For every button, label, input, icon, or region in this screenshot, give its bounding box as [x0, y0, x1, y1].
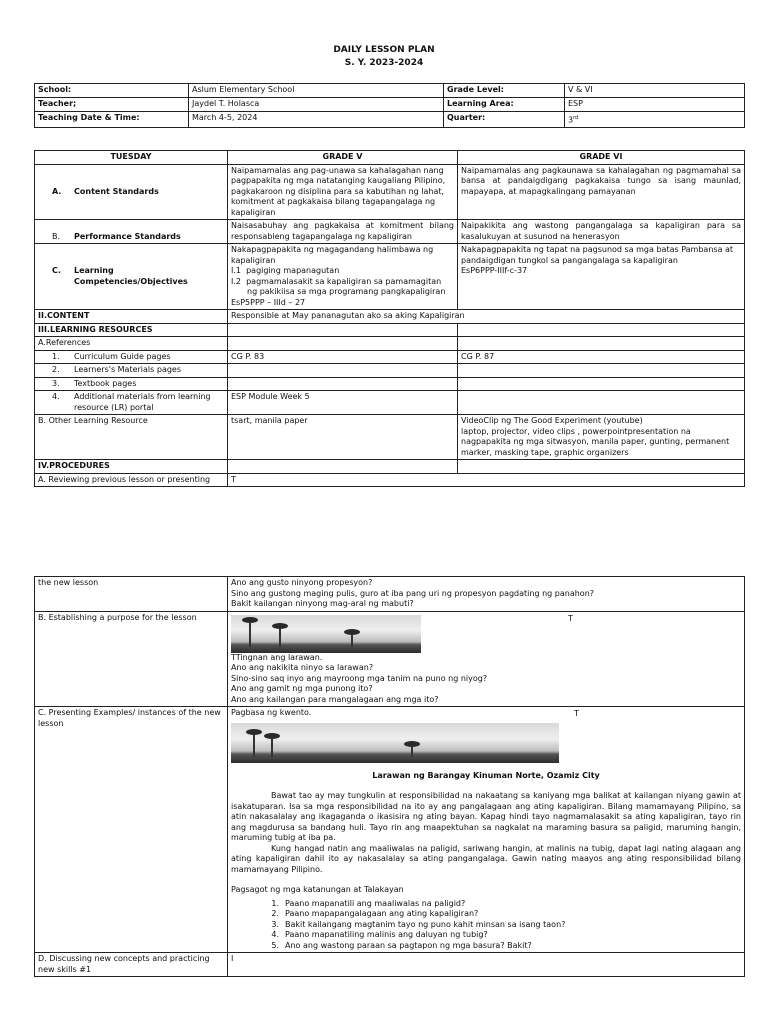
teaching-date-label: Teaching Date & Time:	[35, 112, 189, 128]
column-header-day: TUESDAY	[35, 151, 228, 165]
grade-level-label: Grade Level:	[444, 84, 565, 98]
procedure-b-content: T TTingnan ang larawan. Ano ang nakikita ninyo sa larawan? Sino-sino saq inyo ang mayroong mga tanim na puno ng niyog? Ano ang gamit ng mga punong ito? Ano ang kailangan para mangalagaan ang mga ito?	[228, 611, 745, 707]
competency-item: I.2 pagmamalasakit sa kapaligiran sa pamamagitan	[231, 276, 442, 286]
performance-standards-grade-vi: Naipakikita ang wastong pangangalaga sa kapaligiran para sa kasalukuyan at susunod na henerasyon	[458, 220, 745, 244]
learning-area-value: ESP	[565, 98, 745, 112]
procedure-c-mark: T	[574, 709, 579, 718]
procedure-a-value: T	[228, 473, 745, 487]
competency-item: I.1 pagiging mapanagutan	[231, 266, 340, 275]
competency-code-grade-vi: EsP6PPP-IIIf-c-37	[461, 266, 528, 275]
competency-code-grade-v: EsP5PPP – IIId – 27	[231, 297, 306, 307]
procedure-d-label: D. Discussing new concepts and practicing new skills #1	[35, 953, 228, 977]
other-resources-label: B. Other Learning Resource	[35, 415, 228, 460]
teaching-date-value: March 4-5, 2024	[189, 112, 444, 128]
row-procedure-d	[35, 953, 745, 977]
row-reference-item: 4. Additional materials from learning resource (LR) portal ESP Module Week 5	[35, 391, 745, 415]
table-header-row	[35, 151, 745, 165]
learning-competencies-grade-v: Nakapagpapakita ng magagandang halimbawa ng kapaligiran I.1 pagiging mapanagutan I.2 pagmamalasakit sa kapaligiran sa pamamagitan ng pakikiisa sa mga programang pangkapaligiran EsP5PPP – IIId – 27	[228, 244, 458, 310]
row-reference-item: 1. Curriculum Guide pages CG P. 83 CG P. 87	[35, 350, 745, 364]
list-item: 5. Ano ang wastong paraan sa pagtapon ng mga basura? Bakit?	[271, 940, 532, 950]
row-procedure-b	[35, 611, 745, 707]
info-table	[34, 83, 745, 128]
content-standards-label: A. Content Standards	[52, 186, 159, 196]
story-text: Bawat tao ay may tungkulin at responsibilidad na nakaatang sa kaniyang mga balikat at kailangan niyang gawin at isakatuparan. Isa sa mga responsibilidad na ito ay ang pangalagaan ang ating kapaligiran. Bilang mamamayang Pilipino, sa atin nakasalalay ang ikagaganda o ikasisira ng ating bayan. Kapag hindi tayo nagmamalasakit sa ating kapaligiran, tayo rin ang magdurusa sa bandang huli. Tayo rin ang maapektuhan sa nagkalat na maraming basura sa paligid, maruming hangin, maruming tubig at iba pa. Kung hangad natin ang maaliwalas na paligid, sariwang hangin, at malinis na tubig, dapat lagi nating alagaan ang ating kapaligiran dahil ito ay nakasalalay sa ating pangangalaga. Gawin nating maayos ang ating responsibilidad bilang mamamayang Pilipino.	[231, 791, 741, 874]
school-label: School:	[35, 84, 189, 98]
barangay-photo	[231, 723, 559, 763]
learning-competencies-grade-vi: Nakapagpapakita ng tapat na pagsunod sa mga batas Pambansa at pandaigdigan tungkol sa pangangalaga sa kapaligiran EsP6PPP-IIIf-c-37	[458, 244, 745, 310]
teacher-label: Teacher;	[35, 98, 189, 112]
references-label: A.References	[35, 337, 228, 351]
content-text: Responsible at May pananagutan ako sa aking Kapaligiran	[228, 310, 745, 324]
procedures-label: IV.PROCEDURES	[35, 460, 228, 474]
list-item: 3. Bakit kailangang magtanim tayo ng puno kahit minsan sa isang taon?	[271, 919, 566, 929]
procedure-a-label-continued: the new lesson	[35, 577, 228, 612]
school-value: Aslum Elementary School	[189, 84, 444, 98]
performance-standards-grade-v: Naisasabuhay ang pagkakaisa at komitment bilang responsableng tagapangalaga ng kapaligiran	[228, 220, 458, 244]
learning-competencies-label: C. Learning Competencies/Objectives	[52, 266, 188, 286]
row-content	[35, 310, 745, 324]
learning-resources-label: III.LEARNING RESOURCES	[35, 323, 228, 337]
teacher-value: Jaydel T. Holasca	[189, 98, 444, 112]
procedure-b-mark: T	[568, 613, 573, 623]
procedure-a-label: A. Reviewing previous lesson or presenting	[35, 473, 228, 487]
list-item: 4. Paano mapanatiling malinis ang daluyan ng tubig?	[271, 930, 488, 939]
content-standards-grade-vi: Naipamamalas ang pagkaunawa sa kahalagahan ng pagmamahal sa bansa at pandaigdigang pagkakaisa tungo sa isang maunlad, mapayapa, at mapagkalingang pamayanan	[458, 164, 745, 220]
procedure-d-value: I	[228, 953, 745, 977]
row-procedure-a	[35, 473, 745, 487]
row-procedure-a-continued	[35, 577, 745, 612]
row-other-resources	[35, 415, 745, 460]
content-standards-grade-v: Naipamamalas ang pag-unawa sa kahalagahan nang pagpapakita ng mga natatanging kaugaliang Pilipino, pagkakaroon ng disiplina para sa kabutihan ng lahat, komitment at pagkakaisa bilang tagapangalaga ng kapaligiran	[228, 164, 458, 220]
row-content-standards	[35, 164, 745, 220]
other-resources-grade-vi: VideoClip ng The Good Experiment (youtube) laptop, projector, video clips , powerpointpresentation na nagpapakita ng mga sitwasyon, manila paper, gunting, permanent marker, masking tape, graphic organizers	[458, 415, 745, 460]
info-row-date	[35, 112, 745, 128]
procedure-c-content: Pagbasa ng kwento. T Larawan ng Barangay Kinuman Norte, Ozamiz City Bawat tao ay may tungkulin at responsibilidad na nakaatang sa kaniyang mga balikat at kailangan niyang gawin at isakatuparan. Isa sa mga responsibilidad na ito ay ang pangalagaan ang ating kapaligiran. Bilang mamamayang Pilipino, sa atin nakasalalay ang ikagaganda o ikasisira ng ating bayan. Kapag hindi tayo nagmamalasakit sa ating kapaligiran, tayo rin ang magdurusa sa bandang huli. Tayo rin ang maapektuhan sa nagkalat na maraming basura sa paligid, maruming hangin, maruming tubig at iba pa. Kung hangad natin ang maaliwalas na paligid, sariwang hangin, at malinis na tubig, dapat lagi nating alagaan ang ating kapaligiran dahil ito ay nakasalalay sa ating pangangalaga. Gawin nating maayos ang ating responsibilidad bilang mamamayang Pilipino. Pagsagot ng mga katanungan at Talakayan 1. Paano mapanatili ang maaliwalas na paligid? 2. Paano mapapangalagaan ang ating kapaligiran? 3. Bakit kailangang magtanim tayo ng puno kahit minsan sa isang taon? 4. Paano mapanatiling malinis ang daluyan ng tubig? 5. Ano ang wastong paraan sa pagtapon ng mga basura? Bakit?	[228, 707, 745, 953]
document-header	[0, 44, 768, 70]
info-row-teacher	[35, 98, 745, 112]
row-learning-competencies	[35, 244, 745, 310]
row-learning-resources	[35, 323, 745, 337]
school-year: S. Y. 2023-2024	[344, 58, 424, 68]
lesson-plan-table-continued	[34, 576, 745, 977]
content-label: II.CONTENT	[35, 310, 228, 324]
list-item: 2. Paano mapapangalagaan ang ating kapaligiran?	[271, 909, 479, 918]
list-item: 1. Paano mapanatili ang maaliwalas na paligid?	[271, 898, 466, 908]
row-reference-item: 2. Learners's Materials pages	[35, 364, 745, 378]
row-procedure-c	[35, 707, 745, 953]
row-reference-item: 3. Textbook pages	[35, 377, 745, 391]
grade-level-value: V & VI	[565, 84, 745, 98]
lesson-plan-table	[34, 150, 745, 487]
photo-caption: Larawan ng Barangay Kinuman Norte, Ozamiz City	[372, 770, 600, 780]
info-row-school	[35, 84, 745, 98]
row-references	[35, 337, 745, 351]
performance-standards-label: B. Performance Standards	[52, 231, 181, 241]
procedure-c-label: C. Presenting Examples/ instances of the new lesson	[35, 707, 228, 953]
row-performance-standards	[35, 220, 745, 244]
learning-area-label: Learning Area:	[444, 98, 565, 112]
questions-list	[231, 899, 741, 952]
questions-intro: Pagsagot ng mga katanungan at Talakayan	[231, 885, 404, 894]
quarter-value: 3rd	[565, 112, 745, 128]
procedure-a-content: Ano ang gusto ninyong propesyon? Sino ang gustong maging pulis, guro at iba pang uri ng propesyon pagdating ng panahon? Bakit kailangan ninyong mag-aral ng mabuti?	[228, 577, 745, 612]
column-header-grade-v: GRADE V	[228, 151, 458, 165]
quarter-label: Quarter:	[444, 112, 565, 128]
document-title: DAILY LESSON PLAN	[333, 45, 435, 55]
other-resources-grade-v: tsart, manila paper	[228, 415, 458, 460]
column-header-grade-vi: GRADE VI	[458, 151, 745, 165]
procedure-b-label: B. Establishing a purpose for the lesson	[35, 611, 228, 707]
landscape-photo	[231, 615, 421, 653]
row-procedures	[35, 460, 745, 474]
